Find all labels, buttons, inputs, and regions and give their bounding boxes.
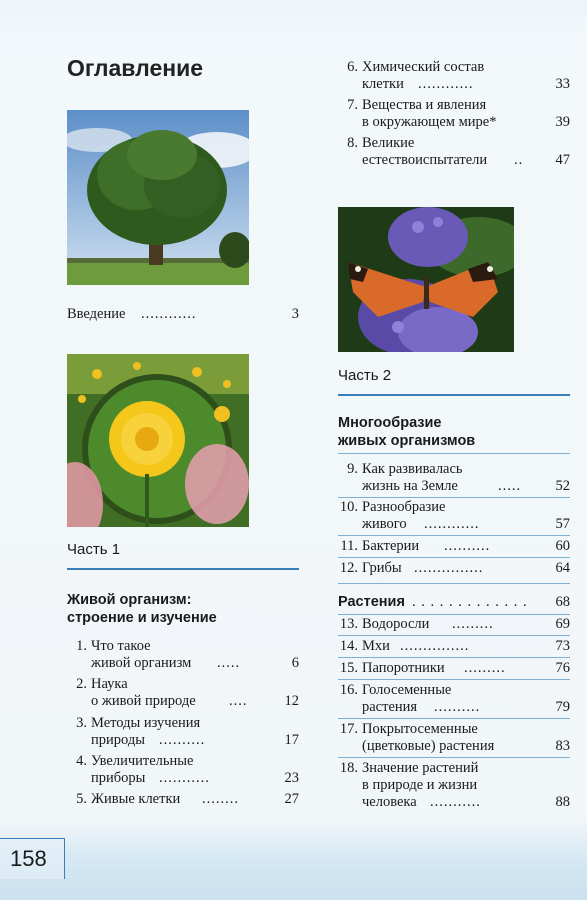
toc-item-line: Химический состав: [362, 59, 485, 75]
toc-item-line: Великие: [362, 135, 415, 151]
part2-section-title: [338, 414, 475, 450]
toc-item-line: в окружающем мире*: [362, 114, 497, 130]
part2-section-line-1: Многообразие: [338, 415, 442, 431]
toc-item-dots: ........: [202, 791, 239, 807]
toc-item-page: 47: [555, 152, 570, 168]
toc-divider: [338, 535, 570, 536]
toc-item-dots: .....: [217, 655, 241, 671]
toc-item-page: 52: [555, 478, 570, 494]
toc-plants-dots: . . . . . . . . . . . . .: [412, 594, 528, 610]
toc-item-line: о живой природе: [91, 693, 196, 709]
toc-plants-heading[interactable]: [338, 594, 570, 611]
toc-item-page: 6: [291, 655, 299, 671]
part1-section-line-2: строение и изучение: [67, 610, 217, 626]
toc-item-line: Папоротники: [362, 660, 445, 676]
toc-item-2[interactable]: [67, 676, 299, 710]
toc-item-page: 69: [555, 616, 570, 632]
part1-label: Часть 1: [67, 541, 121, 558]
toc-item-line: Мхи: [362, 638, 390, 654]
toc-item-line: (цветковые) растения: [362, 738, 495, 754]
toc-item-dots: ..........: [444, 538, 491, 554]
toc-item-num: 14.: [339, 638, 358, 654]
toc-item-page: 27: [284, 791, 299, 807]
toc-item-dots: .....: [498, 478, 522, 494]
toc-item-15[interactable]: [338, 660, 570, 677]
toc-item-dots: ...........: [159, 770, 210, 786]
toc-intro-page: 3: [291, 306, 299, 322]
toc-item-line: живого: [362, 516, 407, 532]
toc-item-line: Как развивалась: [362, 461, 463, 477]
toc-item-num: 10.: [339, 499, 358, 515]
toc-item-num: 13.: [339, 616, 358, 632]
toc-item-11[interactable]: [338, 538, 570, 555]
toc-item-line: жизнь на Земле: [362, 478, 458, 494]
toc-item-page: 39: [555, 114, 570, 130]
toc-item-8[interactable]: [338, 135, 570, 169]
toc-item-line: естествоиспытатели: [362, 152, 488, 168]
tree-photo: [67, 110, 249, 285]
toc-item-line: Наука: [91, 676, 128, 692]
toc-plants-page: 68: [555, 594, 570, 610]
toc-divider: [338, 718, 570, 719]
toc-item-page: 88: [555, 794, 570, 810]
part1-rule: [67, 568, 299, 570]
toc-item-17[interactable]: [338, 721, 570, 755]
toc-item-page: 60: [555, 538, 570, 554]
toc-item-14[interactable]: [338, 638, 570, 655]
toc-item-num: 18.: [339, 760, 358, 776]
toc-item-page: 64: [555, 560, 570, 576]
toc-item-num: 8.: [347, 135, 358, 151]
toc-item-line: Значение растений: [362, 760, 479, 776]
toc-item-dots: ............: [424, 516, 480, 532]
toc-item-page: 33: [555, 76, 570, 92]
toc-item-line: Что такое: [91, 638, 151, 654]
butterfly-photo: [338, 207, 514, 352]
toc-item-num: 9.: [347, 461, 358, 477]
toc-item-line: природы: [91, 732, 145, 748]
toc-item-dots: .........: [452, 616, 494, 632]
toc-item-line: Бактерии: [362, 538, 420, 554]
toc-item-5[interactable]: [67, 791, 299, 808]
part1-section-title: [67, 591, 217, 627]
toc-item-dots: .........: [464, 660, 506, 676]
toc-item-line: растения: [362, 699, 418, 715]
toc-item-3[interactable]: [67, 715, 299, 749]
toc-item-line: Живые клетки: [91, 791, 181, 807]
toc-item-page: 17: [284, 732, 299, 748]
toc-divider: [338, 679, 570, 680]
toc-item-num: 3.: [76, 715, 87, 731]
toc-item-dots: ..........: [159, 732, 206, 748]
part2-label: Часть 2: [338, 367, 392, 384]
toc-item-num: 6.: [347, 59, 358, 75]
toc-item-page: 23: [284, 770, 299, 786]
toc-item-line: Водоросли: [362, 616, 430, 632]
toc-item-page: 83: [555, 738, 570, 754]
toc-divider: [338, 497, 570, 498]
toc-item-13[interactable]: [338, 616, 570, 633]
toc-intro-label: Введение: [67, 306, 126, 322]
toc-divider: [338, 657, 570, 658]
toc-item-num: 7.: [347, 97, 358, 113]
toc-item-num: 4.: [76, 753, 87, 769]
toc-item-line: Голосеменные: [362, 682, 452, 698]
part1-section-line-1: Живой организм:: [67, 592, 192, 608]
toc-divider: [338, 757, 570, 758]
toc-item-dots: ............: [418, 76, 474, 92]
part2-section-rule: [338, 453, 570, 454]
toc-item-line: человека: [362, 794, 417, 810]
toc-item-page: 73: [555, 638, 570, 654]
toc-item-num: 16.: [339, 682, 358, 698]
toc-item-num: 12.: [339, 560, 358, 576]
part2-section-line-2: живых организмов: [338, 433, 476, 449]
toc-item-line: Увеличительные: [91, 753, 194, 769]
part2-rule: [338, 394, 570, 396]
toc-plants-label: Растения: [338, 594, 405, 610]
toc-divider: [338, 583, 570, 584]
toc-item-page: 76: [555, 660, 570, 676]
toc-item-line: Грибы: [362, 560, 402, 576]
toc-item-num: 2.: [76, 676, 87, 692]
toc-item-dots: ..........: [434, 699, 481, 715]
toc-item-16[interactable]: [338, 682, 570, 716]
toc-item-dots: ..: [514, 152, 524, 168]
toc-item-4[interactable]: [67, 753, 299, 787]
toc-item-line: Разнообразие: [362, 499, 446, 515]
toc-item-num: 5.: [76, 791, 87, 807]
page-title: Оглавление: [67, 55, 204, 81]
dandelion-photo: [67, 354, 249, 527]
toc-item-page: 57: [555, 516, 570, 532]
toc-item-num: 1.: [76, 638, 87, 654]
toc-item-line: Покрытосеменные: [362, 721, 478, 737]
toc-divider: [338, 635, 570, 636]
toc-item-10[interactable]: [338, 499, 570, 533]
toc-item-dots: ...............: [414, 560, 484, 576]
toc-item-line: в природе и жизни: [362, 777, 478, 793]
toc-item-line: приборы: [91, 770, 146, 786]
toc-item-num: 15.: [339, 660, 358, 676]
toc-item-dots: ...........: [430, 794, 481, 810]
toc-intro[interactable]: [67, 306, 299, 323]
toc-item-page: 12: [284, 693, 299, 709]
toc-item-line: клетки: [362, 76, 404, 92]
toc-divider: [338, 614, 570, 615]
toc-divider: [338, 557, 570, 558]
toc-item-9[interactable]: [338, 461, 570, 495]
toc-item-num: 17.: [339, 721, 358, 737]
toc-item-dots: ...............: [400, 638, 470, 654]
toc-item-6[interactable]: [338, 59, 570, 93]
toc-item-page: 79: [555, 699, 570, 715]
toc-item-7[interactable]: [338, 97, 570, 131]
toc-item-line: Методы изучения: [91, 715, 201, 731]
toc-item-line: Вещества и явления: [362, 97, 487, 113]
toc-intro-dots: ............: [141, 306, 197, 322]
toc-item-line: живой организм: [91, 655, 192, 671]
toc-item-num: 11.: [340, 538, 358, 554]
page-number: 158: [10, 846, 47, 871]
toc-item-1[interactable]: [67, 638, 299, 672]
toc-item-12[interactable]: [338, 560, 570, 577]
toc-item-dots: ....: [229, 693, 248, 709]
toc-item-18[interactable]: [338, 760, 570, 811]
